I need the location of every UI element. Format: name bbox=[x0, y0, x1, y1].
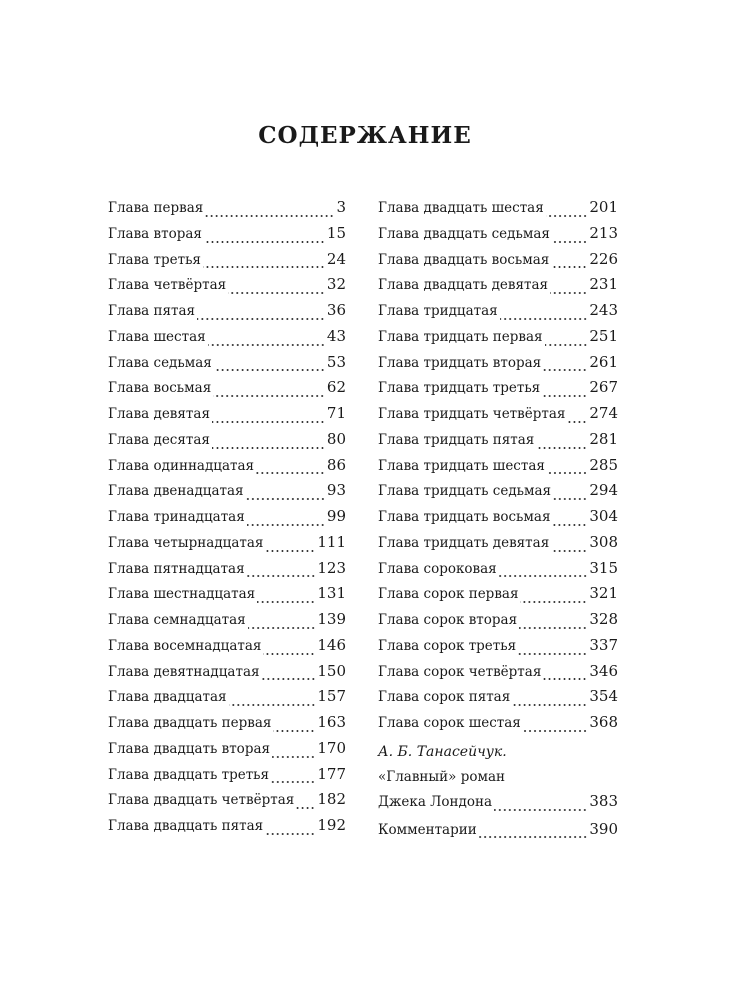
toc-right-column bbox=[378, 197, 618, 844]
entry-page: 192 bbox=[317, 816, 346, 834]
entry-page: 131 bbox=[317, 584, 346, 603]
entry-page: 274 bbox=[589, 404, 618, 422]
dot-leader bbox=[248, 627, 316, 629]
entry-label: Глава тридцать шестая bbox=[378, 457, 545, 474]
toc-entry[interactable] bbox=[378, 661, 618, 687]
entry-label: Глава двадцать первая bbox=[108, 715, 272, 731]
toc-entry[interactable] bbox=[378, 455, 618, 481]
entry-label: Глава сороковая bbox=[378, 560, 497, 577]
dot-leader bbox=[543, 369, 587, 371]
dot-leader bbox=[214, 369, 325, 371]
dot-leader bbox=[208, 344, 325, 346]
entry-label: Джека Лондона bbox=[378, 793, 493, 810]
entry-page: 201 bbox=[589, 198, 618, 216]
dot-leader bbox=[499, 575, 588, 577]
entry-label: Глава сорок третья bbox=[378, 637, 517, 654]
toc-entry[interactable] bbox=[108, 197, 346, 223]
dot-leader bbox=[204, 241, 325, 243]
entry-page: 170 bbox=[317, 738, 346, 757]
toc-entry[interactable] bbox=[108, 455, 346, 481]
entry-page: 150 bbox=[317, 661, 346, 680]
toc-entry[interactable] bbox=[378, 300, 618, 326]
toc-entry[interactable] bbox=[108, 764, 346, 790]
entry-label: Глава тридцать девятая bbox=[378, 534, 550, 551]
toc-entry[interactable] bbox=[108, 429, 346, 455]
toc-entry[interactable] bbox=[108, 609, 346, 635]
dot-leader bbox=[205, 215, 334, 217]
entry-label: Глава двадцать девятая bbox=[378, 277, 549, 294]
entry-page: 146 bbox=[317, 635, 346, 654]
entry-page: 251 bbox=[589, 326, 618, 345]
entry-page: 62 bbox=[326, 378, 346, 397]
dot-leader bbox=[545, 344, 588, 346]
entry-label: Глава седьмая bbox=[108, 354, 212, 371]
entry-page: 24 bbox=[326, 249, 346, 268]
entry-label: Глава семнадцатая bbox=[108, 612, 246, 628]
dot-leader bbox=[296, 807, 315, 809]
toc-entry[interactable] bbox=[378, 635, 618, 661]
dot-leader bbox=[567, 421, 587, 423]
dot-leader bbox=[542, 395, 587, 397]
toc-entry-comments[interactable] bbox=[378, 819, 618, 845]
dot-leader bbox=[265, 550, 315, 552]
essay-author: А. Б. Танасейчук. bbox=[378, 743, 507, 760]
toc-entry[interactable] bbox=[108, 686, 346, 712]
entry-page: 36 bbox=[326, 301, 346, 319]
entry-label: Глава двадцать седьмая bbox=[378, 225, 550, 242]
dot-leader bbox=[228, 292, 325, 294]
entry-page: 308 bbox=[589, 532, 618, 551]
dot-leader bbox=[265, 833, 315, 835]
toc-entry[interactable] bbox=[108, 300, 346, 326]
entry-page: 163 bbox=[317, 713, 346, 731]
entry-page: 177 bbox=[317, 764, 346, 783]
entry-page: 337 bbox=[589, 635, 618, 654]
entry-label: Глава тридцатая bbox=[378, 303, 498, 319]
toc-entry[interactable] bbox=[108, 661, 346, 687]
entry-label: Глава сорок пятая bbox=[378, 689, 511, 706]
toc-entry[interactable] bbox=[108, 635, 346, 661]
entry-page: 71 bbox=[326, 404, 346, 422]
dot-leader bbox=[197, 318, 325, 320]
entry-page: 80 bbox=[326, 429, 346, 448]
entry-label: Глава двадцать четвёртая bbox=[108, 792, 295, 809]
dot-leader bbox=[519, 627, 587, 629]
page-title: СОДЕРЖАНИЕ bbox=[258, 122, 472, 149]
toc-entry[interactable] bbox=[108, 789, 346, 815]
toc-entry[interactable] bbox=[108, 506, 346, 532]
dot-leader bbox=[512, 704, 587, 706]
dot-leader bbox=[547, 472, 587, 474]
entry-page: 182 bbox=[317, 790, 346, 809]
dot-leader bbox=[536, 447, 587, 449]
toc-entry[interactable] bbox=[378, 583, 618, 609]
entry-page: 43 bbox=[326, 326, 346, 345]
entry-label: Глава пятая bbox=[108, 303, 196, 319]
toc-entry[interactable] bbox=[378, 197, 618, 223]
dot-leader bbox=[256, 472, 325, 474]
toc-entry[interactable] bbox=[108, 403, 346, 429]
entry-page: 123 bbox=[317, 558, 346, 577]
entry-label: Глава шестнадцатая bbox=[108, 586, 256, 603]
entry-label: Глава тридцать седьмая bbox=[378, 483, 552, 500]
toc-entry[interactable] bbox=[378, 377, 618, 403]
toc-entry[interactable] bbox=[378, 686, 618, 712]
toc-entry[interactable] bbox=[108, 274, 346, 300]
dot-leader bbox=[543, 678, 587, 680]
entry-label: Глава двенадцатая bbox=[108, 483, 244, 500]
entry-page: 53 bbox=[326, 352, 346, 371]
toc-entry[interactable] bbox=[378, 429, 618, 455]
toc-entry[interactable] bbox=[108, 738, 346, 764]
toc-entry[interactable] bbox=[378, 532, 618, 558]
entry-page: 281 bbox=[589, 429, 618, 448]
entry-label: Глава тринадцатая bbox=[108, 509, 245, 525]
entry-page: 354 bbox=[589, 687, 618, 706]
entry-label: Глава шестая bbox=[108, 328, 206, 345]
entry-page: 390 bbox=[589, 819, 618, 838]
entry-page: 368 bbox=[589, 713, 618, 731]
entry-label: Глава тридцать четвёртая bbox=[378, 406, 566, 422]
dot-leader bbox=[212, 447, 325, 449]
toc-entry[interactable] bbox=[108, 558, 346, 584]
entry-label: Глава сорок вторая bbox=[378, 612, 518, 628]
toc-entry[interactable] bbox=[378, 480, 618, 506]
toc-entry[interactable] bbox=[108, 249, 346, 275]
entry-page: 243 bbox=[589, 301, 618, 319]
toc-entry[interactable] bbox=[378, 712, 618, 738]
dot-leader bbox=[552, 241, 587, 243]
toc-entry-essay[interactable] bbox=[378, 791, 618, 817]
entry-label: Глава вторая bbox=[108, 225, 202, 242]
entry-page: 213 bbox=[589, 223, 618, 242]
toc-left-column bbox=[108, 197, 346, 841]
entry-label: Глава девятая bbox=[108, 406, 210, 422]
entry-label: Глава тридцать вторая bbox=[378, 354, 542, 371]
dot-leader bbox=[273, 730, 315, 732]
toc-entry[interactable] bbox=[378, 326, 618, 352]
entry-label: Глава третья bbox=[108, 251, 201, 268]
entry-page: 328 bbox=[589, 610, 618, 628]
dot-leader bbox=[271, 781, 315, 783]
entry-label: Глава двадцатая bbox=[108, 689, 227, 706]
entry-label: Глава двадцать восьмая bbox=[378, 251, 550, 268]
entry-page: 111 bbox=[317, 532, 346, 551]
toc-entry[interactable] bbox=[108, 377, 346, 403]
entry-page: 86 bbox=[326, 455, 346, 474]
entry-page: 15 bbox=[326, 223, 346, 242]
entry-label: Глава сорок шестая bbox=[378, 715, 521, 731]
entry-page: 304 bbox=[589, 507, 618, 525]
toc-entry[interactable] bbox=[378, 506, 618, 532]
entry-page: 32 bbox=[326, 275, 346, 294]
toc-entry[interactable] bbox=[108, 712, 346, 738]
toc-entry[interactable] bbox=[378, 223, 618, 249]
entry-page: 267 bbox=[589, 378, 618, 397]
dot-leader bbox=[494, 809, 587, 811]
toc-entry[interactable] bbox=[108, 326, 346, 352]
dot-leader bbox=[518, 653, 587, 655]
entry-label: Глава восемнадцатая bbox=[108, 637, 262, 654]
toc-entry[interactable] bbox=[378, 352, 618, 378]
entry-label: Глава тридцать восьмая bbox=[378, 509, 551, 525]
entry-page: 383 bbox=[589, 791, 618, 810]
dot-leader bbox=[246, 498, 325, 500]
dot-leader bbox=[247, 575, 316, 577]
entry-page: 139 bbox=[317, 610, 346, 628]
toc-entry[interactable] bbox=[108, 815, 346, 841]
essay-title-line: «Главный» роман bbox=[378, 768, 506, 785]
dot-leader bbox=[523, 730, 588, 732]
toc-entry[interactable] bbox=[378, 403, 618, 429]
toc-entry[interactable] bbox=[108, 223, 346, 249]
entry-label: Глава десятая bbox=[108, 431, 210, 448]
toc-entry[interactable] bbox=[108, 480, 346, 506]
entry-label: Глава двадцать шестая bbox=[378, 200, 544, 216]
entry-label: Глава четвёртая bbox=[108, 277, 227, 294]
entry-label: Глава тридцать третья bbox=[378, 380, 541, 397]
dot-leader bbox=[551, 550, 587, 552]
dot-leader bbox=[500, 318, 588, 320]
entry-page: 321 bbox=[589, 584, 618, 603]
toc-entry[interactable] bbox=[378, 558, 618, 584]
dot-leader bbox=[257, 601, 315, 603]
dot-leader bbox=[552, 524, 587, 526]
entry-label: Глава двадцать пятая bbox=[108, 818, 264, 834]
entry-label: Глава двадцать третья bbox=[108, 766, 270, 783]
toc-entry[interactable] bbox=[378, 274, 618, 300]
toc-entry[interactable] bbox=[378, 249, 618, 275]
dot-leader bbox=[262, 678, 316, 680]
entry-label: Глава первая bbox=[108, 200, 204, 216]
entry-label: Глава тридцать первая bbox=[378, 328, 543, 345]
toc-entry[interactable] bbox=[378, 609, 618, 635]
entry-label: Глава двадцать вторая bbox=[108, 740, 271, 757]
dot-leader bbox=[550, 292, 587, 294]
entry-page: 157 bbox=[317, 687, 346, 706]
entry-page: 99 bbox=[326, 507, 346, 525]
entry-label: Глава четырнадцатая bbox=[108, 534, 264, 551]
dot-leader bbox=[479, 836, 588, 838]
entry-page: 261 bbox=[589, 352, 618, 371]
entry-label: Глава сорок четвёртая bbox=[378, 663, 542, 680]
dot-leader bbox=[229, 704, 316, 706]
entry-label: Комментарии bbox=[378, 821, 477, 838]
entry-page: 294 bbox=[589, 481, 618, 500]
entry-page: 231 bbox=[589, 275, 618, 294]
entry-page: 93 bbox=[326, 481, 346, 500]
dot-leader bbox=[203, 266, 325, 268]
entry-label: Глава сорок первая bbox=[378, 586, 519, 603]
dot-leader bbox=[263, 653, 315, 655]
toc-entry[interactable] bbox=[108, 532, 346, 558]
dot-leader bbox=[247, 524, 325, 526]
toc-entry[interactable] bbox=[108, 583, 346, 609]
entry-label: Глава восьмая bbox=[108, 380, 212, 397]
entry-page: 3 bbox=[336, 198, 346, 216]
dot-leader bbox=[551, 266, 587, 268]
entry-page: 285 bbox=[589, 455, 618, 474]
entry-page: 315 bbox=[589, 558, 618, 577]
dot-leader bbox=[212, 421, 325, 423]
dot-leader bbox=[546, 215, 588, 217]
dot-leader bbox=[520, 601, 587, 603]
entry-label: Глава девятнадцатая bbox=[108, 663, 260, 680]
toc-entry[interactable] bbox=[108, 352, 346, 378]
dot-leader bbox=[553, 498, 587, 500]
entry-label: Глава тридцать пятая bbox=[378, 431, 535, 448]
dot-leader bbox=[213, 395, 325, 397]
entry-label: Глава одиннадцатая bbox=[108, 457, 255, 474]
entry-page: 346 bbox=[589, 661, 618, 680]
dot-leader bbox=[272, 756, 315, 758]
entry-label: Глава пятнадцатая bbox=[108, 560, 245, 577]
entry-page: 226 bbox=[589, 249, 618, 268]
